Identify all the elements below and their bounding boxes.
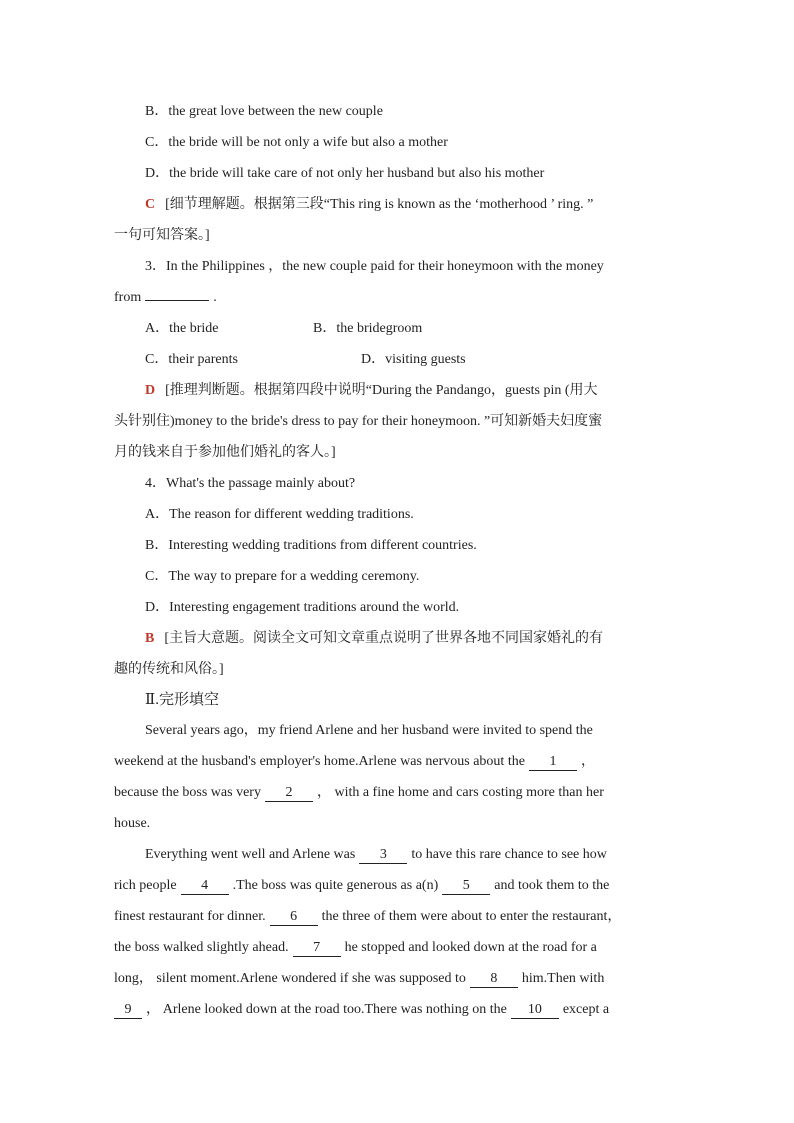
cloze-p1-line-1: Several years ago，my friend Arlene and her husband were invited to spend the — [145, 723, 593, 738]
cloze-p2-line-1: Everything went well and Arlene was 3 to have this rare chance to see how — [145, 847, 607, 862]
q3-stem-line-1: 3．In the Philippines ，the new couple paid for their honeymoon with the money — [145, 259, 604, 274]
q3-explanation-line-3: 月的钱来自于参加他们婚礼的客人。] — [114, 445, 336, 460]
cloze-p2-line-4: the boss walked slightly ahead. 7 he stopped and looked down at the road for a — [114, 940, 597, 955]
q4-stem: 4．What's the passage mainly about? — [145, 476, 356, 491]
cloze-blank-10[interactable]: 10 — [511, 1002, 559, 1019]
q4-explanation-line-1: [主旨大意题。阅读全文可知文章重点说明了世界各地不同国家婚礼的有 — [164, 631, 604, 646]
cloze-blank-3[interactable]: 3 — [359, 847, 407, 864]
q2-explanation-line-1: [细节理解题。根据第三段“This ring is known as the ‘motherhood ’ ring. ” — [165, 197, 594, 212]
q2-option-d: D．the bride will take care of not only her husband but also his mother — [145, 166, 545, 181]
q4-answer-letter: B — [145, 631, 155, 646]
q4-explanation-line-2: 趣的传统和风俗。] — [114, 662, 224, 677]
q4-option-a: A．The reason for different wedding traditions. — [145, 507, 414, 522]
q3-options-row-1 — [114, 313, 680, 344]
q2-answer-letter: C — [145, 197, 156, 212]
cloze-p1-line-3: because the boss was very 2 ， with a fine home and cars costing more than her — [114, 785, 604, 800]
q3-answer-blank — [145, 284, 209, 301]
cloze-blank-5[interactable]: 5 — [442, 878, 490, 895]
cloze-blank-6[interactable]: 6 — [270, 909, 318, 926]
q4-option-c: C．The way to prepare for a wedding ceremony. — [145, 569, 420, 584]
q4-option-d: D．Interesting engagement traditions around the world. — [145, 600, 460, 615]
cloze-blank-7[interactable]: 7 — [293, 940, 341, 957]
q3-option-a: A．the bride — [145, 321, 219, 336]
q2-option-c: C．the bride will be not only a wife but also a mother — [145, 135, 448, 150]
q4-answer — [114, 623, 680, 654]
cloze-p1-line-2: weekend at the husband's employer's home.Arlene was nervous about the 1 ， — [114, 754, 595, 769]
cloze-p2-line-3: finest restaurant for dinner. 6 the three of them were about to enter the restaurant， — [114, 909, 622, 924]
cloze-blank-4[interactable]: 4 — [181, 878, 229, 895]
q3-option-c: C．their parents — [145, 352, 238, 367]
q3-options-row-2 — [114, 344, 680, 375]
cloze-blank-9[interactable]: 9 — [114, 1002, 142, 1019]
q2-explanation-line-2: 一句可知答案。] — [114, 228, 210, 243]
cloze-p2-line-5: long， silent moment.Arlene wondered if she was supposed to 8 him.Then with — [114, 971, 605, 986]
cloze-p2-line-2: rich people 4 .The boss was quite generous as a(n) 5 and took them to the — [114, 878, 610, 893]
cloze-blank-1[interactable]: 1 — [529, 754, 577, 771]
q3-answer-letter: D — [145, 383, 156, 398]
cloze-p2-line-6: 9 ， Arlene looked down at the road too.There was nothing on the 10 except a — [114, 994, 680, 1025]
section-title-cloze: Ⅱ.完形填空 — [145, 692, 219, 708]
q2-answer — [114, 189, 680, 220]
q3-answer — [114, 375, 680, 406]
cloze-blank-2[interactable]: 2 — [265, 785, 313, 802]
cloze-blank-8[interactable]: 8 — [470, 971, 518, 988]
q3-option-b: B．the bridegroom — [313, 321, 423, 336]
q3-stem-line-2: from . — [114, 282, 680, 313]
q4-option-b: B．Interesting wedding traditions from different countries. — [145, 538, 477, 553]
q3-explanation-line-2: 头针别住)money to the bride's dress to pay for their honeymoon. ”可知新婚夫妇度蜜 — [114, 414, 603, 429]
q2-option-b: B．the great love between the new couple — [145, 104, 383, 119]
q3-explanation-line-1: [推理判断题。根据第四段中说明“During the Pandango，guests pin (用大 — [165, 383, 598, 398]
q3-option-d: D．visiting guests — [361, 352, 466, 367]
cloze-p1-line-4: house. — [114, 816, 151, 831]
